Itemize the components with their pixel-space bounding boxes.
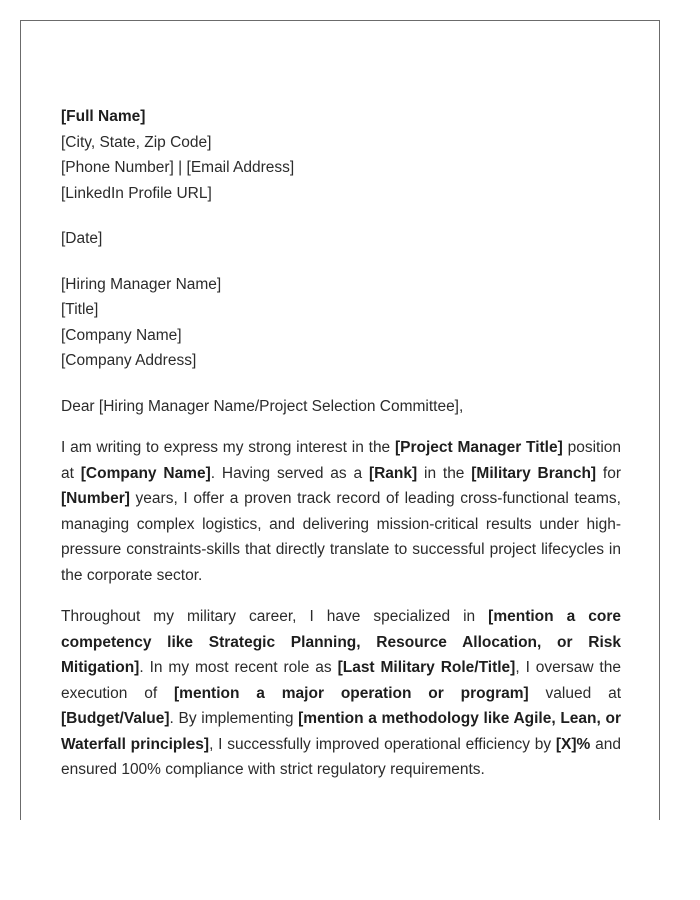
- paragraph-experience: Throughout my military career, I have specialized in [mention a core competency like Strategic Planning, Resource Allocation, or Risk Mitigation]. In my most recent role as [Last Military Role/Title], I oversaw the execution of [mention a major operation or program] valued at [Budget/Value]. By implementing [mention a methodology like Agile, Lean, or Waterfall principles], I successfully improved operational efficiency by [X]% and ensured 100% compliance with strict regulatory requirements.: [61, 608, 622, 778]
- letter-date: [Date]: [61, 230, 103, 247]
- recipient-block: [61, 272, 621, 374]
- sender-block: [61, 104, 621, 206]
- recipient-company-name: [Company Name]: [61, 326, 182, 344]
- paragraph-intro: I am writing to express my strong interest in the [Project Manager Title] position at [Company Name]. Having served as a [Rank] in the [Military Branch] for [Number] years, I offer a proven track record of leading cross-functional teams, managing complex logistics, and delivering mission-critical results under high-pressure constraints-skills that directly translate to successful project lifecycles in the corporate sector.: [61, 439, 622, 584]
- document-page: [20, 20, 660, 820]
- recipient-title: [Title]: [61, 301, 99, 318]
- sender-city-state-zip: [City, State, Zip Code]: [61, 133, 212, 151]
- sender-full-name: [Full Name]: [61, 108, 146, 125]
- salutation: Dear [Hiring Manager Name/Project Selection Committee],: [61, 397, 464, 415]
- recipient-company-address: [Company Address]: [61, 352, 197, 369]
- recipient-hiring-manager: [Hiring Manager Name]: [61, 275, 222, 293]
- letter-body: [61, 104, 621, 783]
- sender-linkedin: [LinkedIn Profile URL]: [61, 184, 212, 202]
- sender-phone-email: [Phone Number] | [Email Address]: [61, 159, 295, 176]
